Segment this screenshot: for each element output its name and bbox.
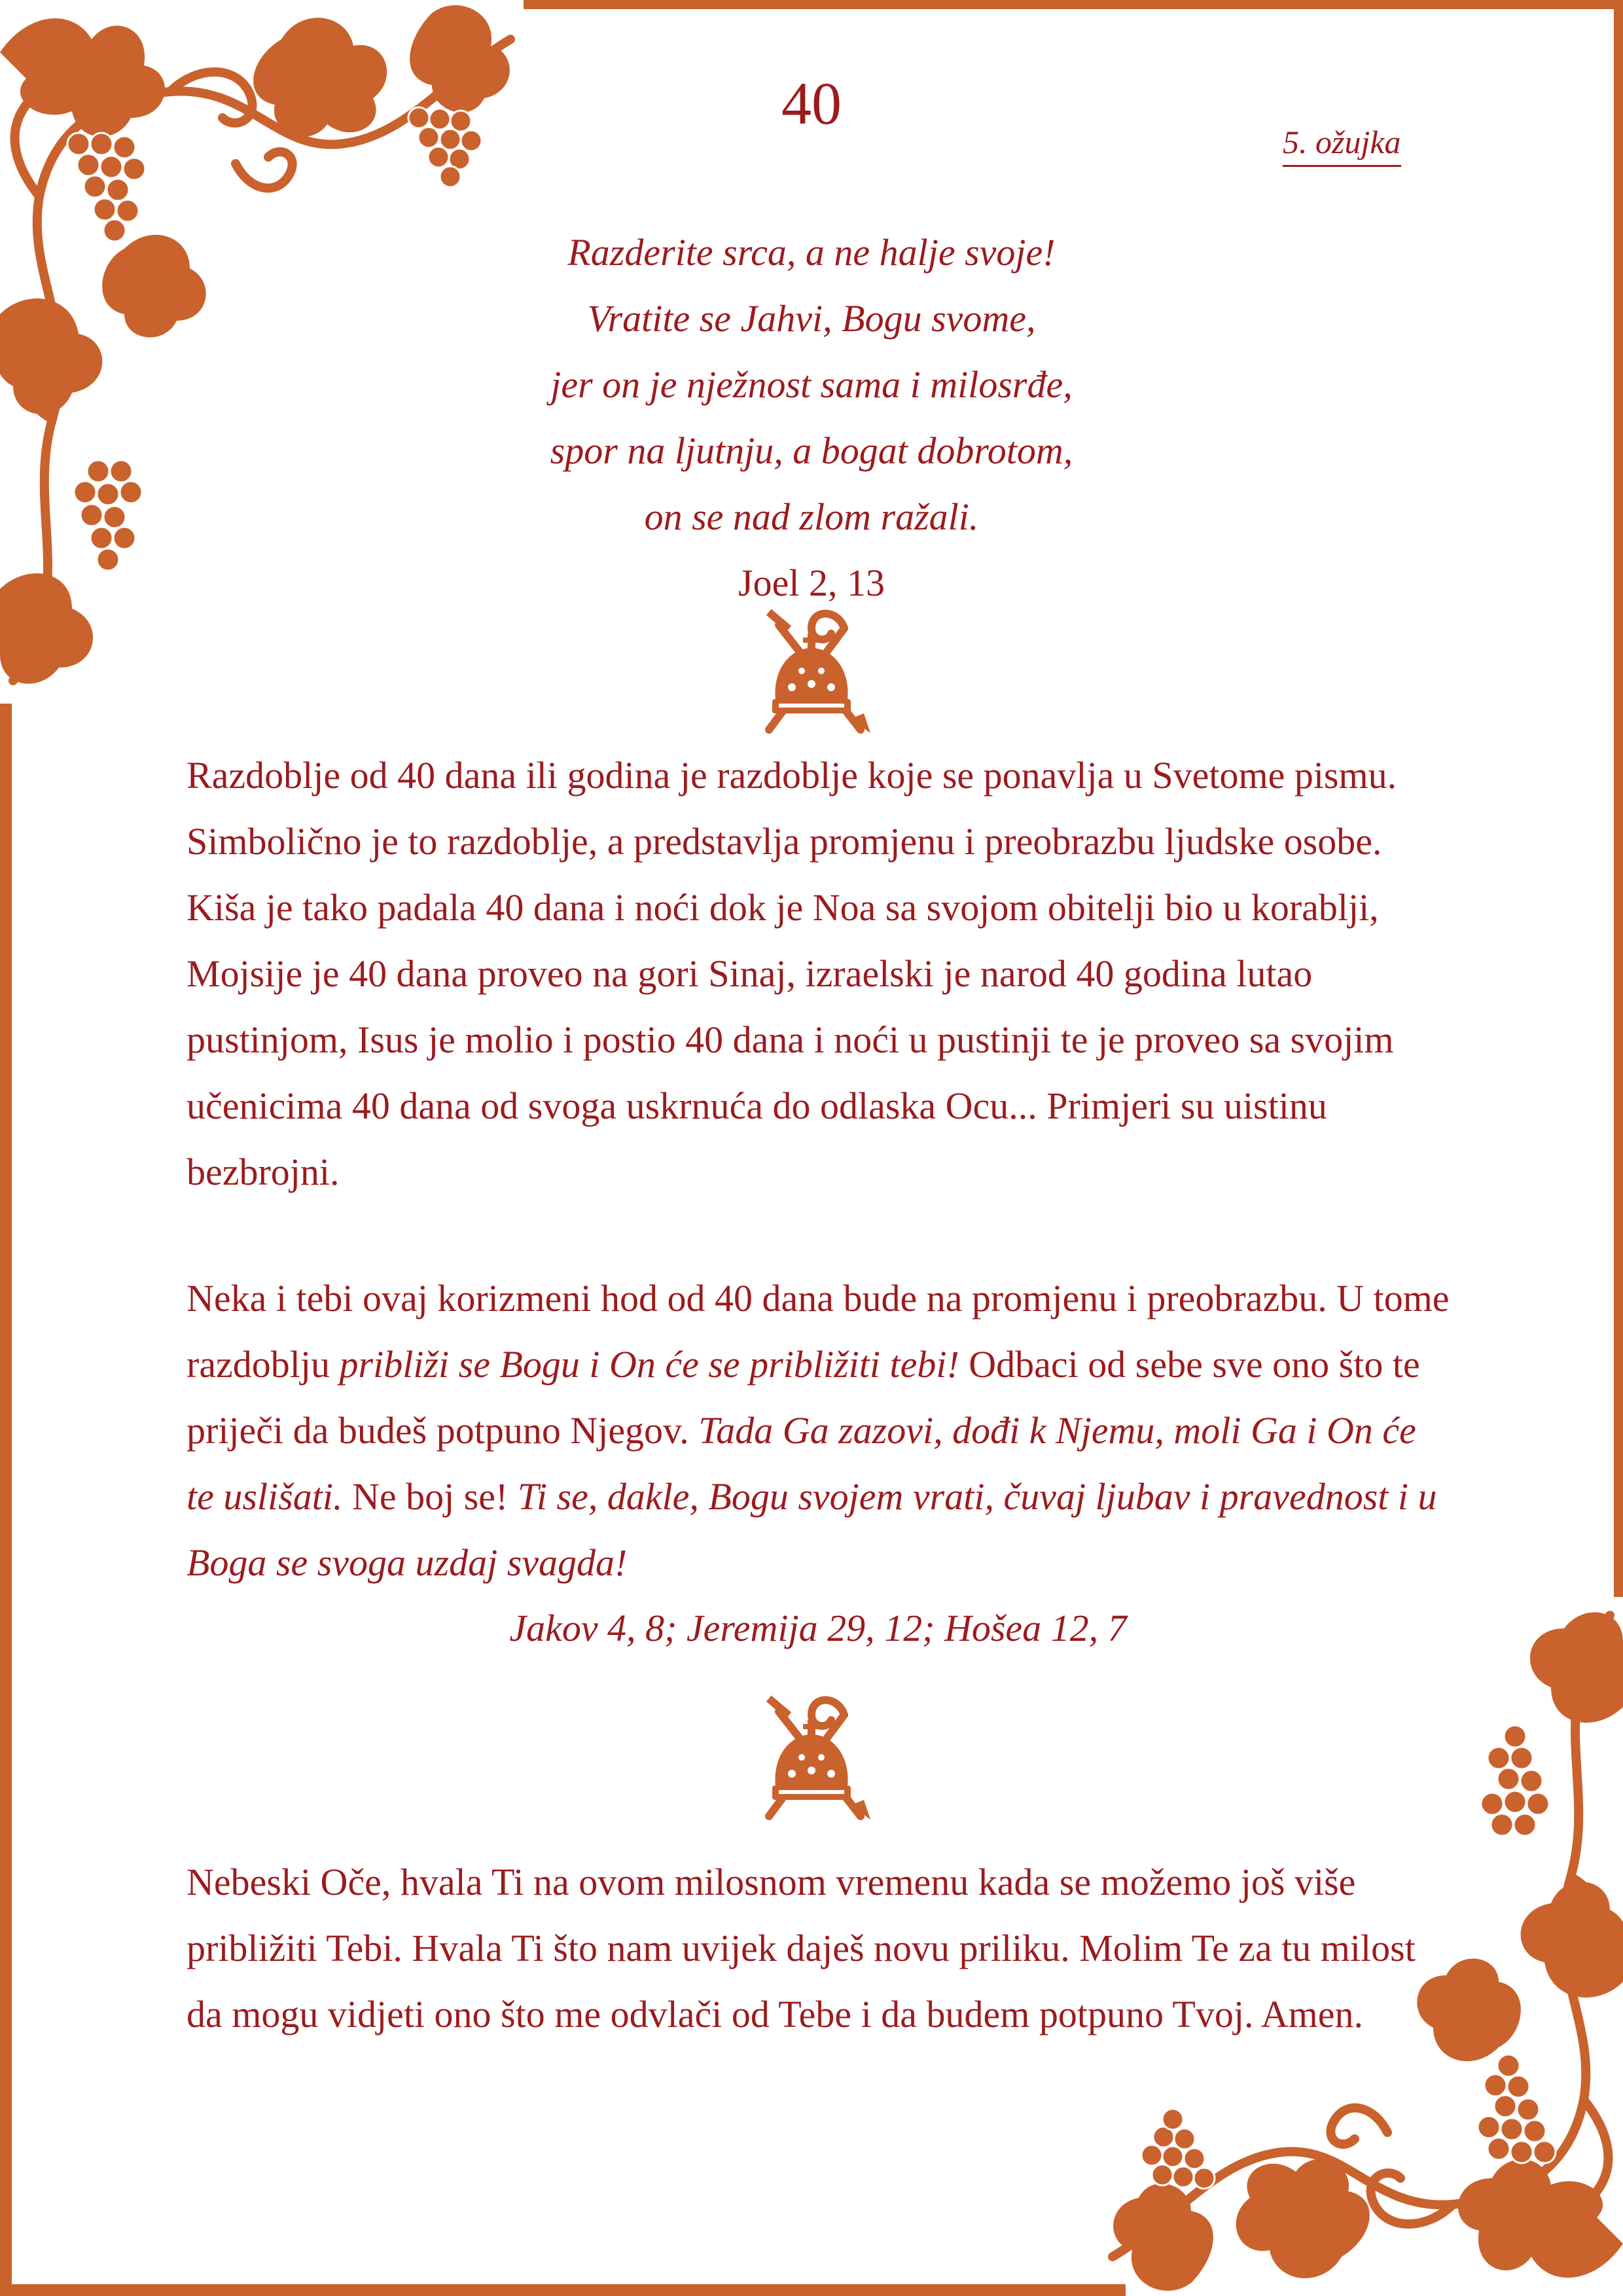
reflection-paragraph (187, 1265, 1450, 1596)
prayer-paragraph: Nebeski Oče, hvala Ti na ovom milosnom vremenu kada se možemo još više približiti Tebi. Hvala Ti što nam uvijek daješ novu priliku. Molim Te za tu milost da mogu vidjeti ono što me odvlači od Tebe i da budem potpuno Tvoj. Amen. (187, 1861, 1416, 2036)
scripture-quote: Tada Ga zazovi, dođi k Njemu, moli Ga i On će te uslišati. (187, 1409, 1416, 1518)
scripture-reference: Jakov 4, 8; Jeremija 29, 12; Hošea 12, 7 (509, 1607, 1127, 1649)
verse-line: Vratite se Jahvi, Bogu svome, (587, 297, 1036, 340)
frame-right-border (1614, 0, 1623, 1597)
scripture-quote: približi se Bogu i On će se približiti tebi! (339, 1343, 959, 1386)
crown-crozier-sword-icon (740, 1689, 883, 1826)
frame-left-border (0, 704, 12, 2296)
verse-reference: Joel 2, 13 (738, 562, 885, 604)
scripture-quote: Ti se, dakle, Bogu svojem vrati, čuvaj ljubav i pravednost i u Boga se svoga uzdaj svagda! (187, 1475, 1437, 1584)
frame-bottom-border (0, 2284, 1126, 2296)
scripture-verse (327, 219, 1296, 616)
intro-paragraph: Razdoblje od 40 dana ili godina je razdoblje koje se ponavlja u Svetome pismu. Simbolično je to razdoblje, a predstavlja promjenu i preobrazbu ljudske osobe. Kiša je tako padala 40 dana i noći dok je Noa sa svojom obitelji bio u korablji, Mojsije je 40 dana proveo na gori Sinaj, izraelski je narod 40 godina lutao pustinjom, Isus je molio i postio 40 dana i noći u pustinji te je proveo sa svojim učenicima 40 dana od svoga uskrnuća do odlaska Ocu... Primjeri su uistinu bezbrojni. (187, 754, 1397, 1193)
verse-line: Razderite srca, a ne halje svoje! (567, 231, 1056, 274)
paragraph-text: Odbaci od sebe sve ono što te priječi da budeš potpuno Njegov. (187, 1343, 1420, 1452)
verse-line: on se nad zlom ražali. (644, 495, 979, 538)
date-label: 5. ožujka (1283, 123, 1401, 167)
paragraph-text: Ne boj se! (342, 1475, 518, 1518)
paragraph-text: Neka i tebi ovaj korizmeni hod od 40 dana bude na promjenu i preobrazbu. U tome razdoblju (187, 1277, 1450, 1386)
day-number: 40 (781, 70, 842, 137)
frame-top-border (524, 0, 1623, 9)
crown-crozier-sword-icon (740, 602, 883, 740)
verse-line: jer on je nježnost sama i milosrđe, (550, 363, 1073, 406)
verse-line: spor na ljutnju, a bogat dobrotom, (550, 429, 1073, 472)
